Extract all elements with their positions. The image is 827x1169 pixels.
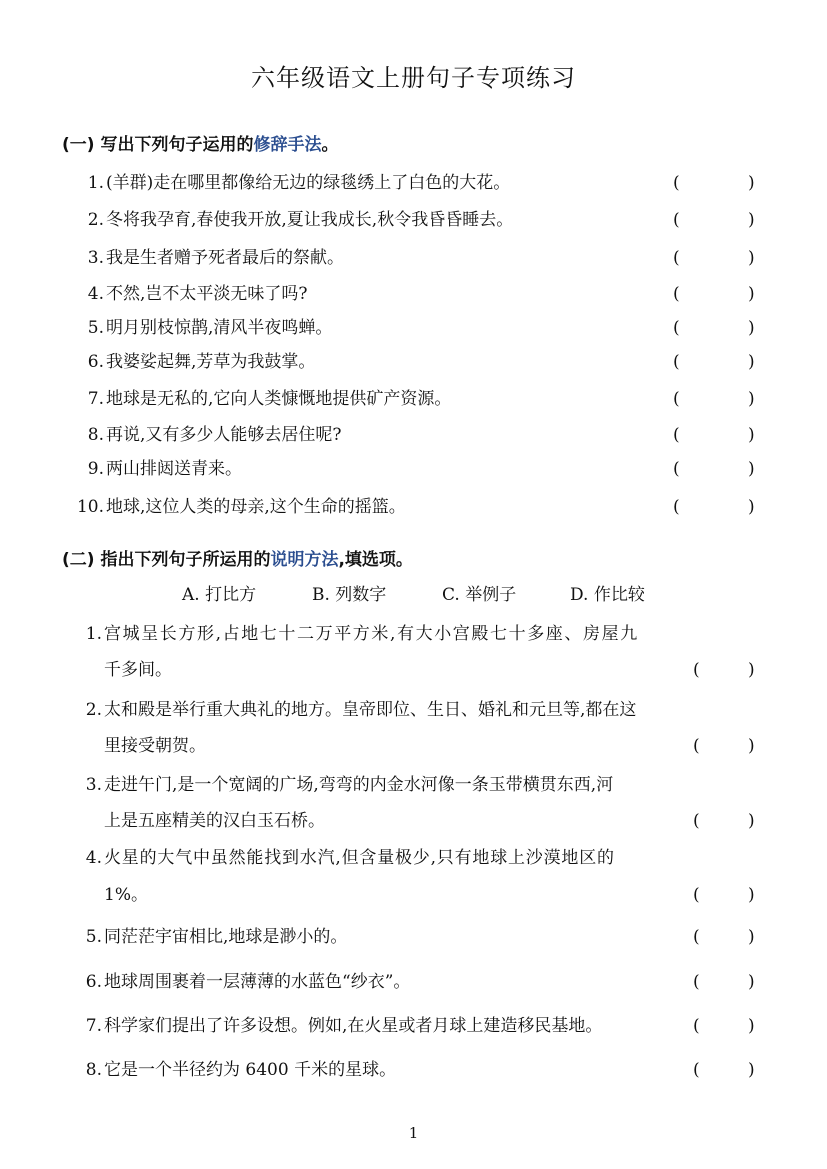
item-text-line2: 里接受朝贺。: [104, 736, 206, 756]
answer-paren-close[interactable]: ): [748, 248, 755, 268]
item-number: 1.: [85, 624, 102, 644]
item-number: 4.: [87, 284, 104, 304]
item-text: 冬将我孕育,春使我开放,夏让我成长,秋令我昏昏睡去。: [106, 210, 514, 230]
list-item: [0, 205, 827, 235]
item-number: 3.: [87, 248, 104, 268]
item-text-line1: 太和殿是举行重大典礼的地方。皇帝即位、生日、婚礼和元旦等,都在这: [104, 700, 637, 720]
answer-paren-open[interactable]: (: [693, 972, 700, 992]
answer-paren-close[interactable]: ): [748, 927, 755, 947]
list-item: [0, 695, 827, 725]
item-number: 3.: [85, 775, 102, 795]
answer-paren-open[interactable]: (: [693, 811, 700, 831]
answer-paren-open[interactable]: (: [673, 318, 680, 338]
answer-paren-close[interactable]: ): [748, 389, 755, 409]
list-item: [0, 384, 827, 414]
item-number: 2.: [85, 700, 102, 720]
list-item-continued: [0, 806, 827, 836]
answer-paren-open[interactable]: (: [673, 248, 680, 268]
answer-paren-open[interactable]: (: [673, 389, 680, 409]
item-number: 6.: [87, 352, 104, 372]
item-number: 1.: [87, 173, 104, 193]
item-number: 10.: [76, 497, 104, 517]
answer-paren-close[interactable]: ): [748, 811, 755, 831]
section2-heading: [62, 545, 413, 570]
list-item: [0, 922, 827, 952]
item-text-line1: 地球周围裹着一层薄薄的水蓝色“纱衣”。: [104, 972, 411, 992]
answer-paren-close[interactable]: ): [748, 1016, 755, 1036]
answer-paren-close[interactable]: ): [748, 736, 755, 756]
answer-paren-close[interactable]: ): [748, 210, 755, 230]
item-text-line1: 科学家们提出了许多设想。例如,在火星或者月球上建造移民基地。: [104, 1016, 603, 1036]
item-number: 2.: [87, 210, 104, 230]
item-text: 我是生者赠予死者最后的祭献。: [106, 248, 344, 268]
item-number: 7.: [87, 389, 104, 409]
item-number: 8.: [85, 1060, 102, 1080]
section1-heading-prefix: (一) 写出下列句子运用的: [62, 135, 254, 155]
page-number: 1: [408, 1124, 419, 1142]
answer-paren-close[interactable]: ): [748, 972, 755, 992]
item-text-line1: 火星的大气中虽然能找到水汽,但含量极少,只有地球上沙漠地区的: [104, 848, 615, 868]
list-item: [0, 619, 827, 649]
option-b: B. 列数字: [312, 585, 387, 605]
item-text: 两山排闼送青来。: [106, 459, 242, 479]
list-item: [0, 454, 827, 484]
item-text-line1: 走进午门,是一个宽阔的广场,弯弯的内金水河像一条玉带横贯东西,河: [104, 775, 614, 795]
item-text-line2: 千多间。: [104, 660, 172, 680]
item-text-line1: 同茫茫宇宙相比,地球是渺小的。: [104, 927, 348, 947]
answer-paren-close[interactable]: ): [748, 352, 755, 372]
item-text: 地球,这位人类的母亲,这个生命的摇篮。: [106, 497, 406, 517]
list-item: [0, 1055, 827, 1085]
item-number: 9.: [87, 459, 104, 479]
list-item: [0, 313, 827, 343]
answer-paren-open[interactable]: (: [673, 210, 680, 230]
list-item: [0, 1011, 827, 1041]
option-c: C. 举例子: [442, 585, 517, 605]
page-title: 六年级语文上册句子专项练习: [251, 64, 576, 92]
list-item-continued: [0, 880, 827, 910]
section2-heading-suffix: ,填选项。: [338, 550, 413, 570]
item-text: 不然,岂不太平淡无味了吗?: [106, 284, 308, 304]
item-number: 5.: [87, 318, 104, 338]
item-text-line1: 宫城呈长方形,占地七十二万平方米,有大小宫殿七十多座、房屋九: [104, 624, 639, 644]
section2-heading-prefix: (二) 指出下列句子所运用的: [62, 550, 271, 570]
section1-heading-highlight: 修辞手法: [253, 135, 322, 155]
item-number: 8.: [87, 425, 104, 445]
item-text-line2: 上是五座精美的汉白玉石桥。: [104, 811, 325, 831]
list-item: [0, 420, 827, 450]
answer-paren-open[interactable]: (: [673, 497, 680, 517]
answer-paren-close[interactable]: ): [748, 425, 755, 445]
item-text: (羊群)走在哪里都像给无边的绿毯绣上了白色的大花。: [106, 173, 511, 193]
item-number: 7.: [85, 1016, 102, 1036]
item-text: 地球是无私的,它向人类慷慨地提供矿产资源。: [106, 389, 452, 409]
answer-paren-open[interactable]: (: [673, 284, 680, 304]
item-text: 我婆娑起舞,芳草为我鼓掌。: [106, 352, 316, 372]
answer-paren-open[interactable]: (: [693, 660, 700, 680]
answer-paren-close[interactable]: ): [748, 318, 755, 338]
answer-paren-close[interactable]: ): [748, 459, 755, 479]
list-item: [0, 843, 827, 873]
answer-paren-close[interactable]: ): [748, 1060, 755, 1080]
list-item: [0, 168, 827, 198]
answer-paren-open[interactable]: (: [693, 736, 700, 756]
option-d: D. 作比较: [570, 585, 645, 605]
item-number: 6.: [85, 972, 102, 992]
answer-paren-open[interactable]: (: [693, 1016, 700, 1036]
list-item: [0, 243, 827, 273]
answer-paren-close[interactable]: ): [748, 173, 755, 193]
list-item: [0, 279, 827, 309]
list-item: [0, 967, 827, 997]
option-a: A. 打比方: [182, 585, 257, 605]
answer-paren-open[interactable]: (: [693, 1060, 700, 1080]
item-number: 4.: [85, 848, 102, 868]
list-item: [0, 492, 827, 522]
list-item: [0, 770, 827, 800]
answer-paren-open[interactable]: (: [673, 459, 680, 479]
answer-paren-open[interactable]: (: [673, 425, 680, 445]
item-number: 5.: [85, 927, 102, 947]
section1-heading: [62, 130, 338, 155]
answer-paren-close[interactable]: ): [748, 497, 755, 517]
list-item-continued: [0, 655, 827, 685]
answer-paren-open[interactable]: (: [673, 173, 680, 193]
section2-heading-highlight: 说明方法: [270, 550, 339, 570]
answer-paren-close[interactable]: ): [748, 284, 755, 304]
answer-paren-open[interactable]: (: [693, 885, 700, 905]
item-text: 再说,又有多少人能够去居住呢?: [106, 425, 342, 445]
answer-paren-close[interactable]: ): [748, 660, 755, 680]
list-item-continued: [0, 731, 827, 761]
answer-paren-open[interactable]: (: [693, 927, 700, 947]
item-text: 明月别枝惊鹊,清风半夜鸣蝉。: [106, 318, 333, 338]
item-text-line2: 1%。: [104, 885, 148, 905]
options-row: [0, 580, 827, 610]
item-text-line1: 它是一个半径约为 6400 千米的星球。: [104, 1060, 397, 1080]
answer-paren-open[interactable]: (: [673, 352, 680, 372]
list-item: [0, 347, 827, 377]
section1-heading-suffix: 。: [321, 135, 339, 155]
answer-paren-close[interactable]: ): [748, 885, 755, 905]
